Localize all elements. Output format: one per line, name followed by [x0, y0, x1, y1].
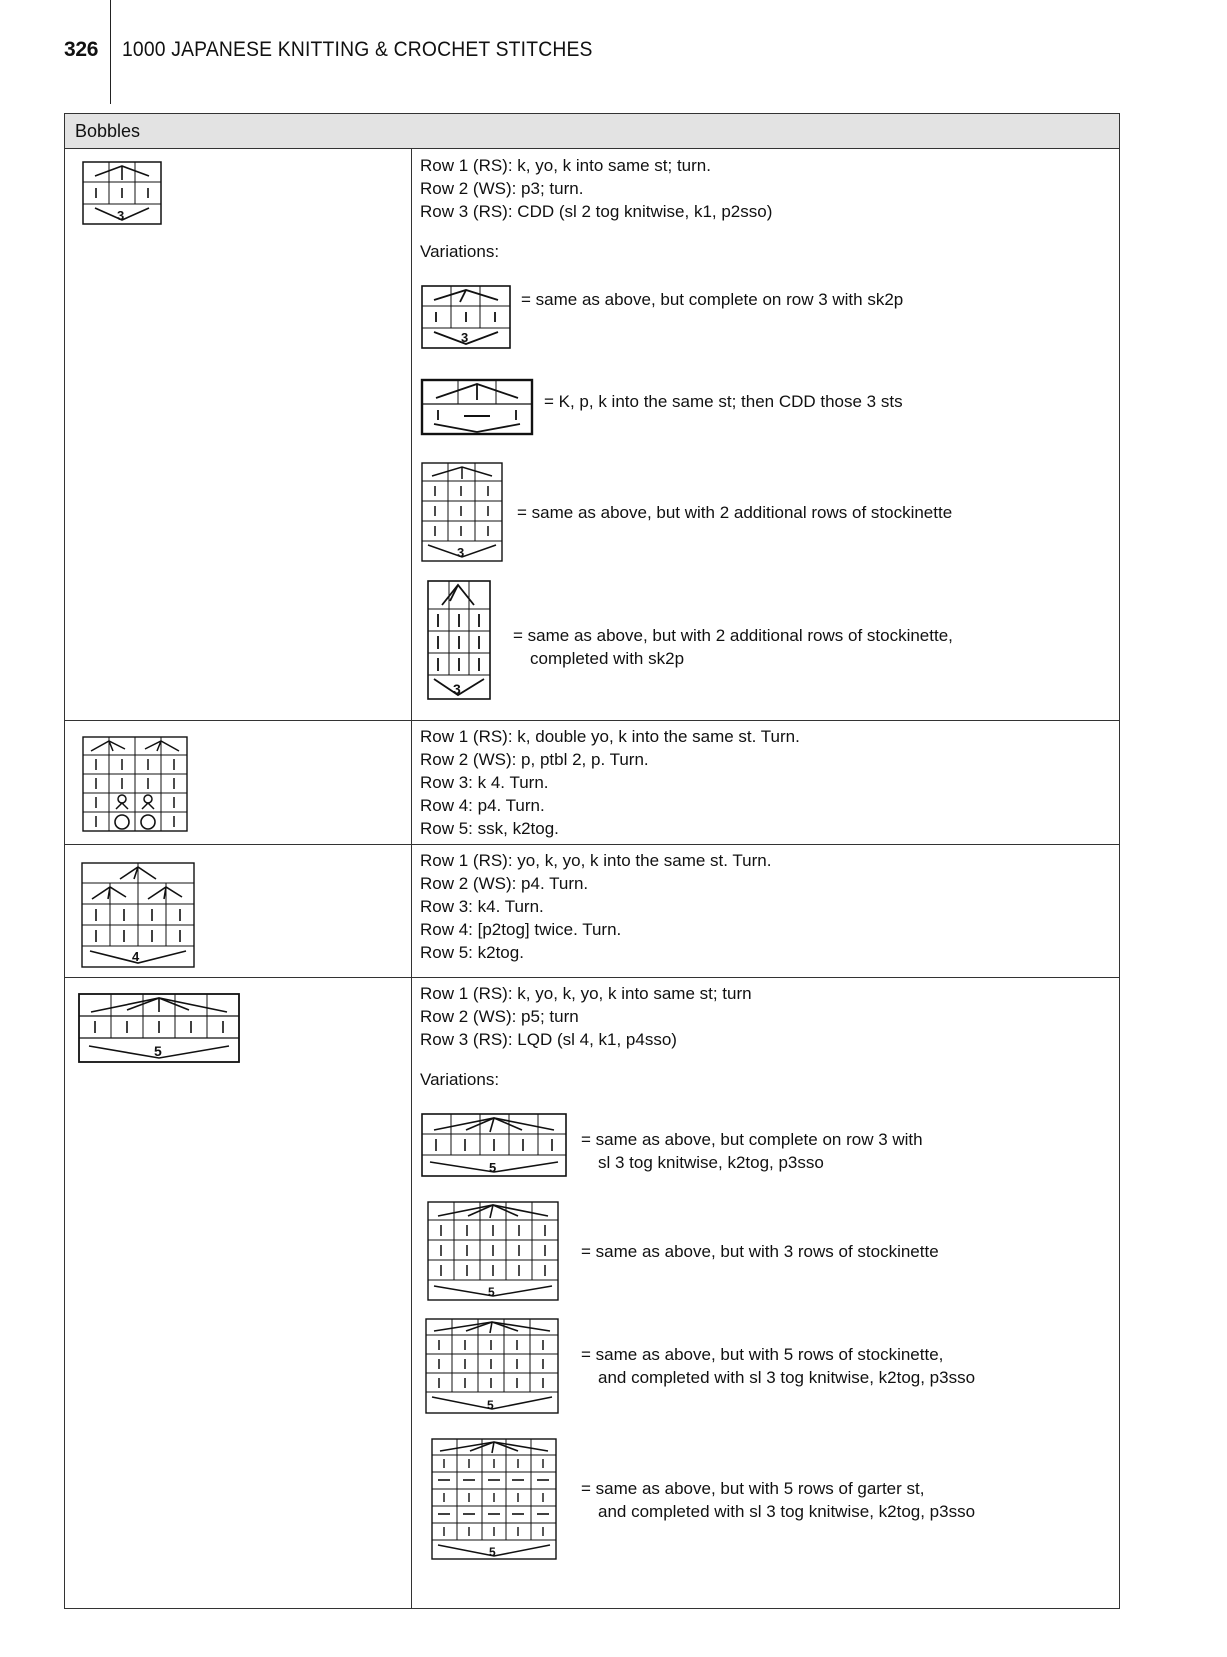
instruction-line: Row 3 (RS): LQD (sl 4, k1, p4sso) — [420, 1030, 677, 1049]
variation-text — [581, 1343, 975, 1389]
variations-label: Variations: — [420, 1070, 500, 1089]
instruction-line: Row 1 (RS): yo, k, yo, k into the same st. Turn. — [420, 851, 772, 870]
instruction-line: Row 3 (RS): CDD (sl 2 tog knitwise, k1, p2sso) — [420, 202, 773, 221]
page-number: 326 — [64, 38, 99, 61]
variation-line: = same as above, but with 5 rows of garter st, — [581, 1479, 925, 1498]
section-title: Bobbles — [75, 121, 141, 141]
variation-line: = same as above, but with 2 additional rows of stockinette, — [513, 626, 953, 645]
book-title: 1000 JAPANESE KNITTING & CROCHET STITCHES — [122, 38, 593, 61]
instruction-line: Row 3: k 4. Turn. — [420, 773, 549, 792]
instructions — [420, 725, 800, 840]
header-divider — [110, 0, 111, 104]
instruction-line: Row 4: [p2tog] twice. Turn. — [420, 920, 622, 939]
chart-number: 4 — [132, 949, 140, 964]
bobble-variation-chart-icon — [420, 378, 534, 436]
variation-line: sl 3 tog knitwise, k2tog, p3sso — [598, 1153, 824, 1172]
variation-text — [581, 1477, 975, 1523]
instructions — [420, 982, 752, 1051]
bobble-variation-chart-icon — [420, 1112, 568, 1178]
chart-number: 5 — [489, 1160, 497, 1175]
variation-text — [581, 1128, 923, 1174]
instruction-line: Row 4: p4. Turn. — [420, 796, 545, 815]
instruction-line: Row 5: ssk, k2tog. — [420, 819, 559, 838]
variation-line: and completed with sl 3 tog knitwise, k2tog, p3sso — [598, 1502, 976, 1521]
chart-number: 3 — [453, 681, 461, 697]
bobble-5-chart-icon — [77, 992, 241, 1064]
chart-number: 5 — [488, 1285, 495, 1299]
instruction-line: Row 3: k4. Turn. — [420, 897, 544, 916]
instruction-line: Row 2 (WS): p4. Turn. — [420, 874, 589, 893]
variation-text — [581, 1240, 939, 1263]
variation-text — [517, 501, 952, 524]
instruction-line: Row 5: k2tog. — [420, 943, 524, 962]
instruction-line: Row 2 (WS): p3; turn. — [420, 179, 584, 198]
variation-line: = same as above, but complete on row 3 with sk2p — [521, 290, 904, 309]
bobble-double-yo-chart-icon — [81, 735, 189, 833]
bobble-variation-chart-icon — [420, 461, 504, 563]
instruction-line: Row 2 (WS): p5; turn — [420, 1007, 579, 1026]
chart-number: 3 — [457, 545, 465, 560]
bobble-variation-chart-icon — [420, 579, 492, 701]
variation-line: = same as above, but with 5 rows of stockinette, — [581, 1345, 944, 1364]
instruction-line: Row 1 (RS): k, yo, k, yo, k into same st; turn — [420, 984, 752, 1003]
bobble-variation-chart-icon — [420, 284, 512, 350]
chart-number: 5 — [154, 1043, 162, 1059]
bobble-4-chart-icon — [80, 861, 196, 969]
variation-text — [544, 390, 903, 413]
bobble-variation-chart-icon — [420, 1437, 560, 1561]
variation-line: = same as above, but with 2 additional rows of stockinette — [517, 503, 953, 522]
column-divider — [411, 845, 412, 977]
instruction-line: Row 1 (RS): k, yo, k into same st; turn. — [420, 156, 711, 175]
bobble-variation-chart-icon — [420, 1317, 560, 1415]
stitch-chart — [81, 160, 163, 226]
variation-text — [521, 288, 903, 311]
variation-line: = K, p, k into the same st; then CDD those 3 sts — [544, 392, 903, 411]
instruction-line: Row 1 (RS): k, double yo, k into the same st. Turn. — [420, 727, 800, 746]
stitch-table — [64, 113, 1120, 1609]
variation-text — [513, 624, 953, 670]
instructions — [420, 154, 772, 223]
bobble-variation-chart-icon — [420, 1200, 560, 1302]
column-divider — [411, 721, 412, 844]
stitch-row-3 — [65, 845, 1119, 978]
column-divider — [411, 148, 412, 720]
stitch-row-4 — [65, 978, 1119, 1608]
instruction-line: Row 2 (WS): p, ptbl 2, p. Turn. — [420, 750, 649, 769]
stitch-chart — [77, 992, 241, 1064]
column-divider — [411, 978, 412, 1608]
variation-line: = same as above, but with 3 rows of stockinette — [581, 1242, 939, 1261]
chart-number: 3 — [461, 330, 469, 345]
variation-line: completed with sk2p — [530, 649, 685, 668]
chart-number: 3 — [117, 208, 125, 223]
stitch-row-2 — [65, 721, 1119, 845]
variations-label: Variations: — [420, 242, 500, 261]
chart-number: 5 — [487, 1398, 494, 1412]
running-head — [64, 30, 764, 74]
chart-number: 5 — [489, 1545, 496, 1559]
variation-line: = same as above, but complete on row 3 with — [581, 1130, 923, 1149]
instructions — [420, 849, 771, 964]
bobble-3-chart-icon — [81, 160, 163, 226]
stitch-chart — [80, 861, 196, 969]
section-header — [65, 114, 1119, 149]
variation-line: and completed with sl 3 tog knitwise, k2tog, p3sso — [598, 1368, 976, 1387]
stitch-row-1 — [65, 148, 1119, 721]
stitch-chart — [81, 735, 189, 833]
